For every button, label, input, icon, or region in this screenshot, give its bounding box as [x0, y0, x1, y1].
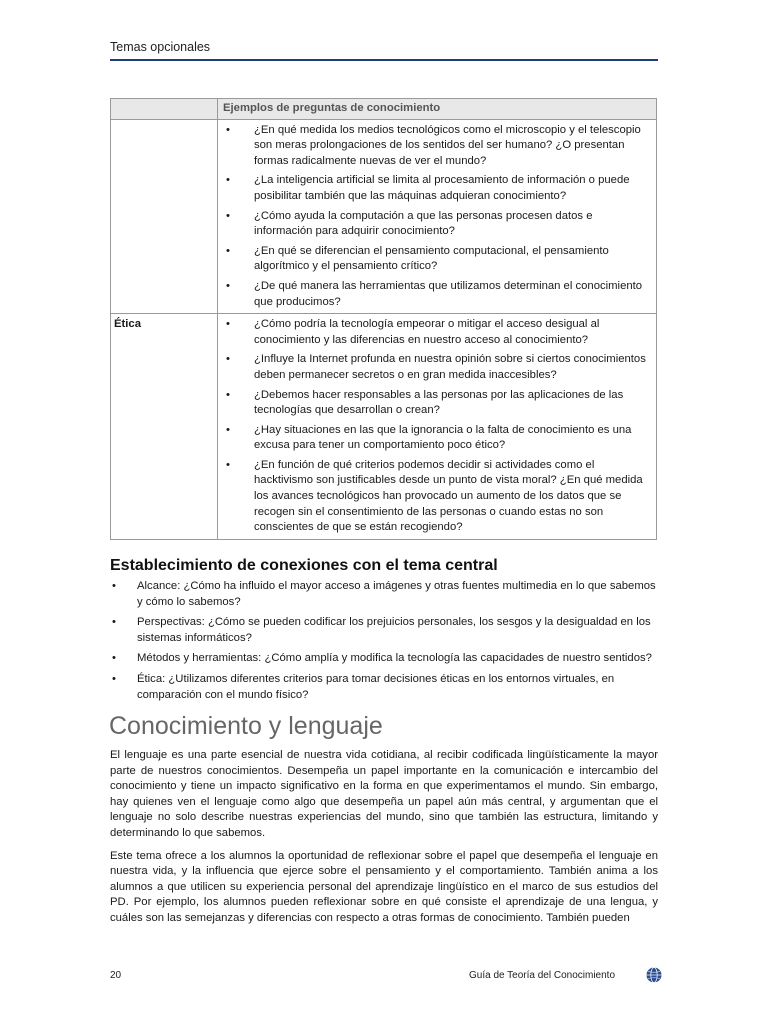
list-item: • ¿Cómo ayuda la computación a que las personas procesen datos e información para adquirir conocimiento?: [226, 209, 593, 238]
row-label: [111, 119, 218, 314]
table-row: [111, 314, 657, 540]
bullet: •: [226, 353, 230, 366]
list-item: • Alcance: ¿Cómo ha influido el mayor acceso a imágenes y otras fuentes multimedia en lo que sabemos y cómo lo sabemos?: [112, 580, 656, 608]
running-header: Temas opcionales: [110, 40, 211, 54]
list-item: • Perspectivas: ¿Cómo se pueden codificar los prejuicios personales, los sesgos y la desigualdad en los sistemas informáticos?: [112, 616, 651, 644]
list-item: • ¿Cómo podría la tecnología empeorar o mitigar el acceso desigual al conocimiento y las diferencias en nuestro acceso al conocimiento?: [226, 318, 600, 346]
header-rule: [110, 59, 658, 61]
row-label: Ética: [111, 314, 218, 540]
table-row: [111, 119, 657, 314]
bullet: •: [112, 652, 116, 665]
table-header-col2: Ejemplos de preguntas de conocimiento: [218, 99, 657, 120]
bullet: •: [226, 123, 230, 136]
connections-heading: Establecimiento de conexiones con el tema central: [110, 557, 498, 574]
list-item: • ¿En función de qué criterios podemos decidir si actividades como el hacktivismo son justificables desde un punto de vista moral? ¿En qué medida los avances tecnológicos han provocado un aumento de los datos que se recogen sin el consentimiento de las personas o cuando estas no son conscientes de que se están recogiendo?: [226, 458, 643, 534]
bullet: •: [112, 616, 116, 629]
list-item: • Ética: ¿Utilizamos diferentes criterios para tomar decisiones éticas en los entornos virtuales, en comparación con el mundo físico?: [112, 672, 615, 701]
connections-list: [110, 579, 658, 708]
bullet: •: [226, 174, 230, 187]
bullet: •: [226, 423, 230, 436]
section-body: [110, 748, 658, 934]
list-item: • ¿Hay situaciones en las que la ignorancia o la falta de conocimiento es una excusa para tener un comportamiento poco ético?: [226, 423, 632, 452]
list-item: • ¿En qué medida los medios tecnológicos como el microscopio y el telescopio son meras prolongaciones de los sentidos del ser humano? ¿O presentan formas radicalmente nuevas de ver el mundo?: [226, 123, 641, 167]
bullet: •: [226, 458, 230, 471]
table-header-row: [111, 99, 657, 120]
bullet: •: [226, 209, 230, 222]
section-heading: Conocimiento y lenguaje: [109, 712, 383, 740]
footer-doc-title: Guía de Teoría del Conocimiento: [468, 970, 615, 981]
table-header-col1: [111, 99, 218, 120]
ib-globe-icon: [646, 967, 662, 983]
list-item: • ¿Influye la Internet profunda en nuestra opinión sobre si ciertos conocimientos deben permanecer secretos o en gran medida inaccesibles?: [226, 353, 646, 381]
page-number: 20: [110, 970, 122, 981]
paragraph: El lenguaje es una parte esencial de nuestra vida cotidiana, al recibir codificada lingüísticamente la mayor parte de nuestros conocimientos. Desempeña un papel importante en la comunicación e intercambio del conocimiento y tiene un impacto significativo en la forma en que experimentamos el mundo. Sin embargo, hay quienes ven el lenguaje como algo que desempeña un papel aún más central, y argumentan que el lenguaje no solo describe nuestras experiencias del mundo, sino que también las estructura, limitando y determinando lo que sabemos.: [110, 749, 658, 839]
list-item: • ¿Debemos hacer responsables a las personas por las aplicaciones de las tecnologías que desarrollan o crean?: [226, 388, 624, 417]
bullet: •: [226, 244, 230, 257]
list-item: • ¿De qué manera las herramientas que utilizamos determinan el conocimiento que producimos?: [226, 279, 643, 308]
bullet: •: [226, 388, 230, 401]
question-list: [223, 317, 651, 536]
knowledge-questions-table: [110, 98, 657, 540]
question-list: [223, 123, 651, 311]
list-item: • ¿La inteligencia artificial se limita al procesamiento de información o puede posibilitar también que las máquinas adquieran conocimiento?: [226, 174, 630, 202]
bullet: •: [226, 318, 230, 331]
paragraph: Este tema ofrece a los alumnos la oportunidad de reflexionar sobre el papel que desempeña el lenguaje en nuestra vida, y la influencia que ejerce sobre el pensamiento y el comportamiento. También anima a los alumnos a que utilicen su experiencia personal del aprendizaje lingüístico en el marco de sus estudios del PD. Por ejemplo, los alumnos pueden reflexionar sobre en qué consiste el aprendizaje de una lengua, y cuáles son las semejanzas y diferencias con respecto a otras formas de conocimiento. También pueden: [110, 849, 658, 924]
bullet: •: [112, 672, 116, 685]
list-item: • Métodos y herramientas: ¿Cómo amplía y modifica la tecnología las capacidades de nuestro sentidos?: [110, 651, 658, 667]
bullet: •: [112, 580, 116, 592]
bullet: •: [226, 279, 230, 292]
list-item: • ¿En qué se diferencian el pensamiento computacional, el pensamiento algorítmico y el pensamiento crítico?: [226, 244, 609, 273]
